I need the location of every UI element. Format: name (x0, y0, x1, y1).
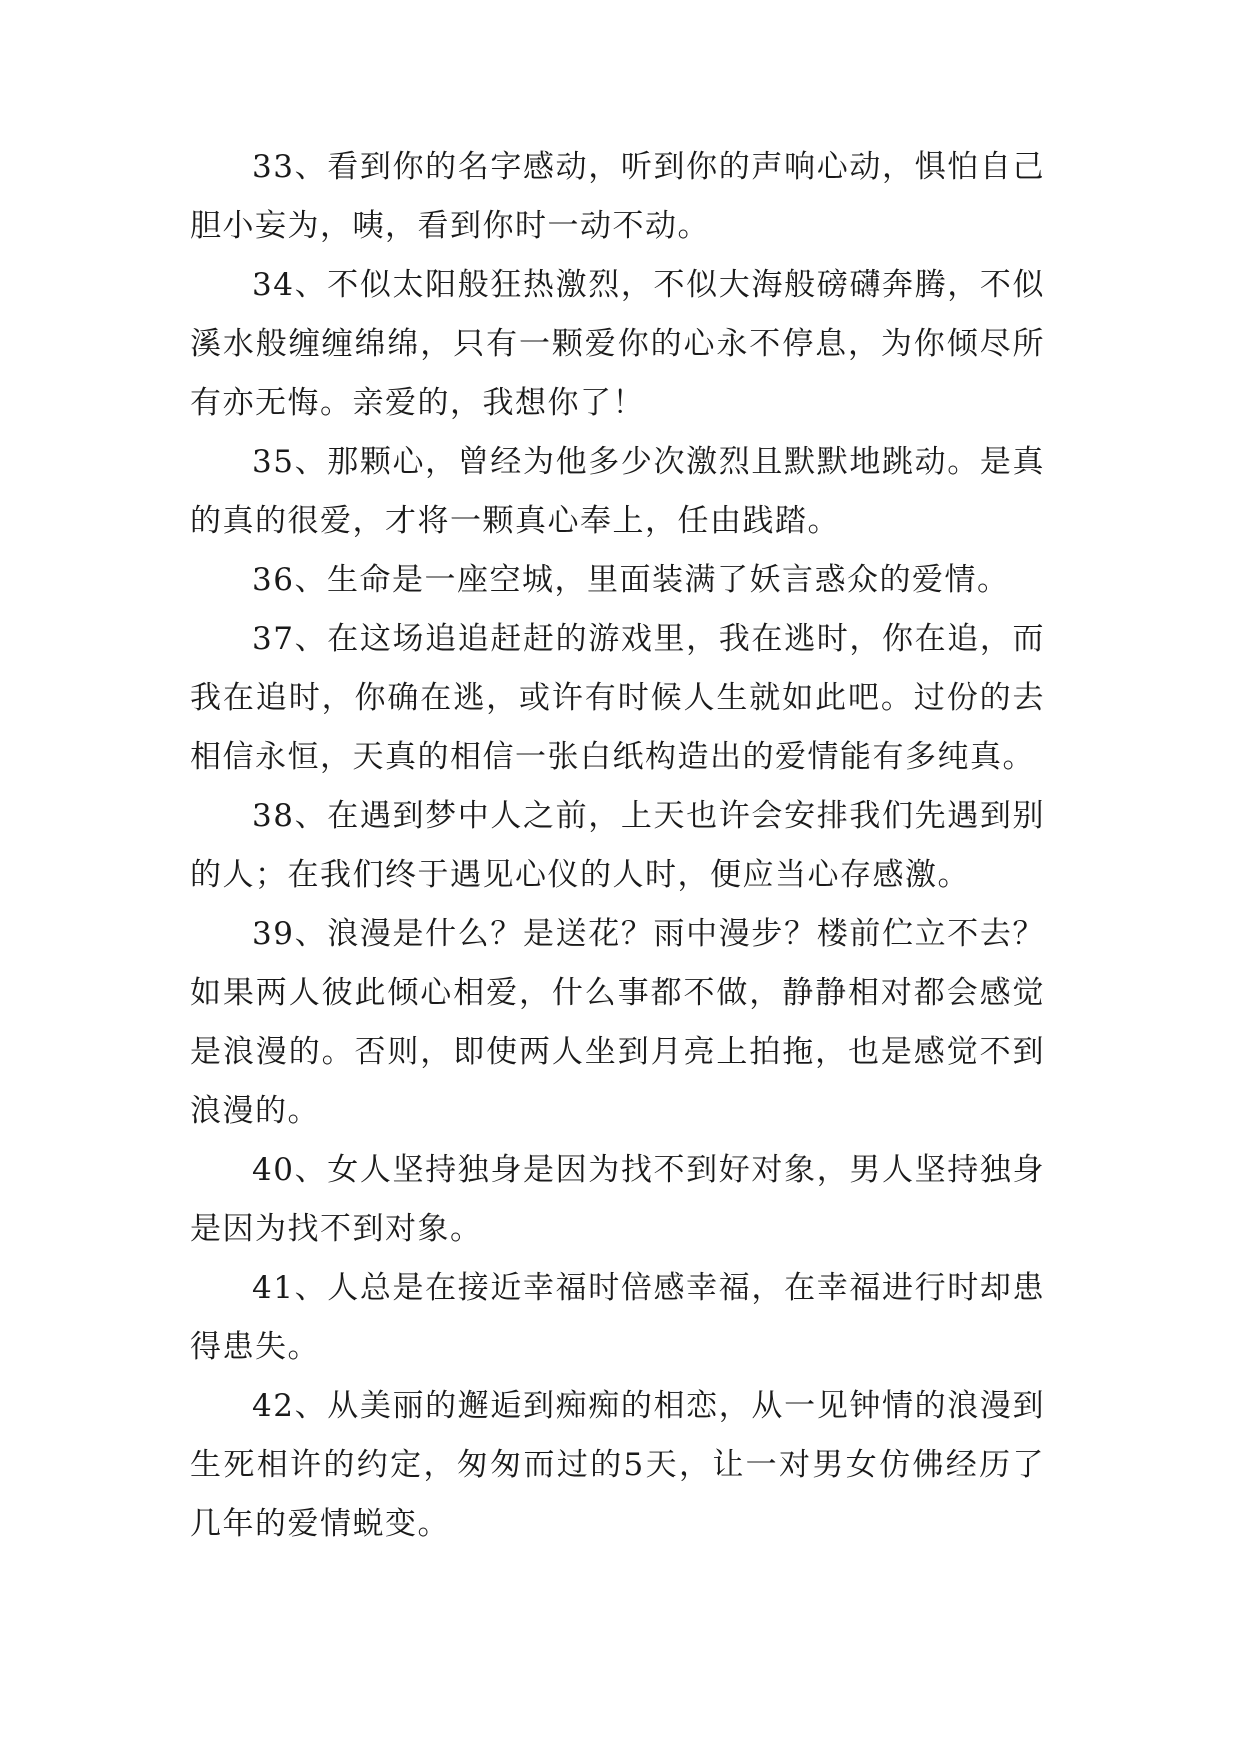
paragraph-35: 35、那颗心，曾经为他多少次激烈且默默地跳动。是真的真的很爱，才将一颗真心奉上，任由践踏。 (190, 444, 1045, 539)
paragraph-42: 42、从美丽的邂逅到痴痴的相恋，从一见钟情的浪漫到生死相许的约定，匆匆而过的5天，让一对男女仿佛经历了几年的爱情蜕变。 (190, 1388, 1045, 1542)
paragraph-37: 37、在这场追追赶赶的游戏里，我在逃时，你在追，而我在追时，你确在逃，或许有时候人生就如此吧。过份的去相信永恒，天真的相信一张白纸构造出的爱情能有多纯真。 (190, 621, 1045, 775)
paragraph-38: 38、在遇到梦中人之前，上天也许会安排我们先遇到别的人；在我们终于遇见心仪的人时，便应当心存感激。 (190, 798, 1045, 893)
paragraph-39: 39、浪漫是什么？是送花？雨中漫步？楼前伫立不去？如果两人彼此倾心相爱，什么事都不做，静静相对都会感觉是浪漫的。否则，即使两人坐到月亮上拍拖，也是感觉不到浪漫的。 (190, 916, 1045, 1129)
paragraph-36: 36、生命是一座空城，里面装满了妖言惑众的爱情。 (252, 562, 1010, 598)
paragraph-34: 34、不似太阳般狂热激烈，不似大海般磅礴奔腾，不似溪水般缠缠绵绵，只有一颗爱你的心永不停息，为你倾尽所有亦无悔。亲爱的，我想你了！ (190, 267, 1045, 421)
paragraph-41: 41、人总是在接近幸福时倍感幸福，在幸福进行时却患得患失。 (190, 1270, 1045, 1365)
paragraph-33: 33、看到你的名字感动，听到你的声响心动，惧怕自己胆小妄为，咦，看到你时一动不动。 (190, 149, 1045, 244)
paragraph-40: 40、女人坚持独身是因为找不到好对象，男人坚持独身是因为找不到对象。 (190, 1152, 1045, 1247)
